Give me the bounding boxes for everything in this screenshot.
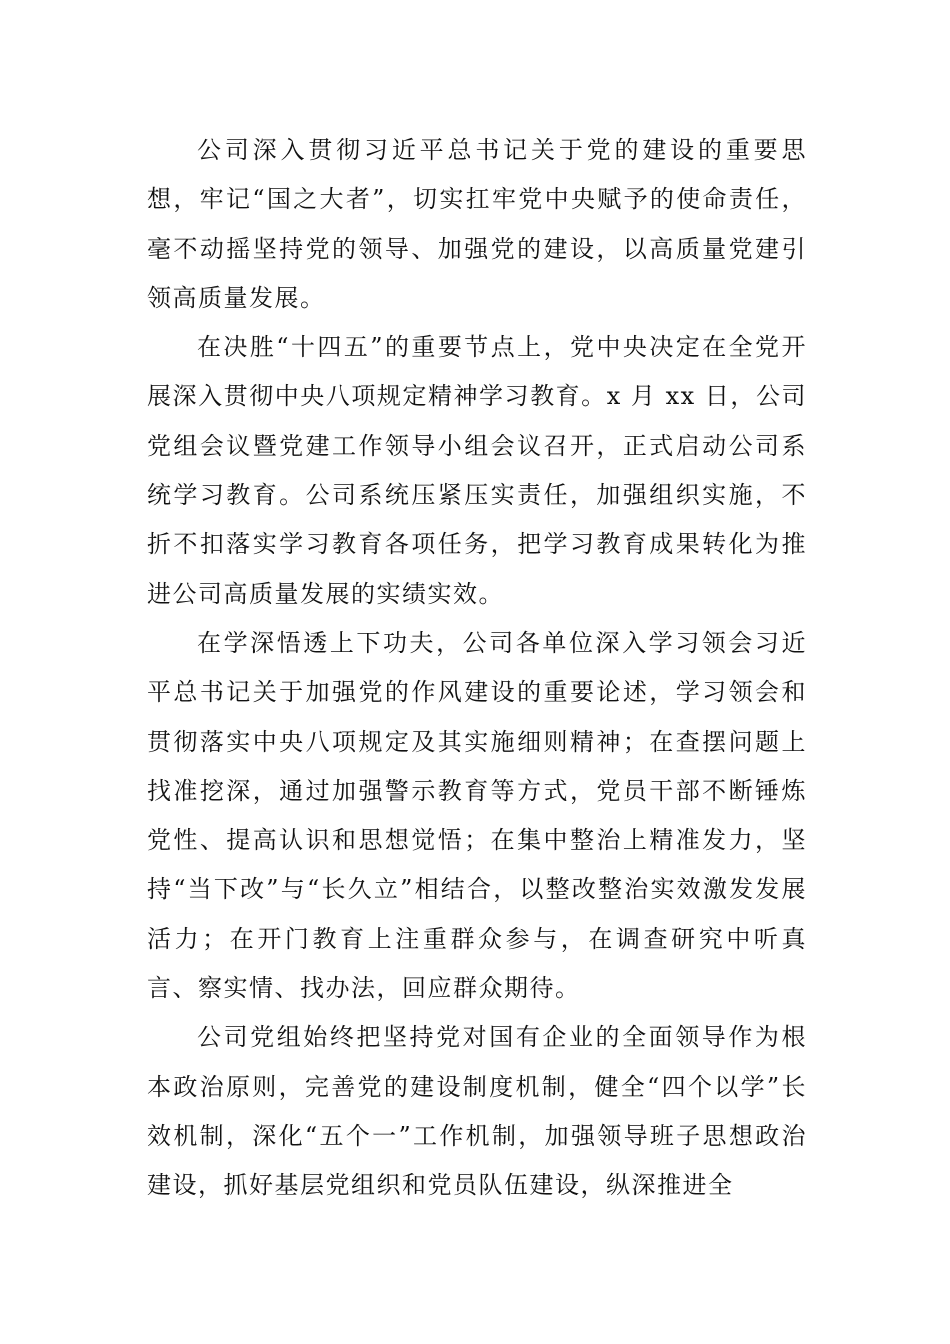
paragraph-2: 在决胜“十四五”的重要节点上，党中央决定在全党开展深入贯彻中央八项规定精神学习教育。x 月 xx 日，公司党组会议暨党建工作领导小组会议召开，正式启动公司系统学习教育。公司系统压紧压实责任，加强组织实施，不折不扣落实学习教育各项任务，把学习教育成果转化为推进公司高质量发展的实绩实效。 [147,333,807,608]
paragraph-3: 在学深悟透上下功夫，公司各单位深入学习领会习近平总书记关于加强党的作风建设的重要论述，学习领会和贯彻落实中央八项规定及其实施细则精神；在查摆问题上找准挖深，通过加强警示教育等方式，党员干部不断锤炼党性、提高认识和思想觉悟；在集中整治上精准发力，坚持“当下改”与“长久立”相结合，以整改整治实效激发发展活力；在开门教育上注重群众参与，在调查研究中听真言、察实情、找办法，回应群众期待。 [147,628,807,1003]
paragraph-4: 公司党组始终把坚持党对国有企业的全面领导作为根本政治原则，完善党的建设制度机制，健全“四个以学”长效机制，深化“五个一”工作机制，加强领导班子思想政治建设，抓好基层党组织和党员队伍建设，纵深推进全 [147,1023,807,1200]
paragraph-1: 公司深入贯彻习近平总书记关于党的建设的重要思想，牢记“国之大者”，切实扛牢党中央赋予的使命责任，毫不动摇坚持党的领导、加强党的建设，以高质量党建引领高质量发展。 [147,136,807,312]
document-body [147,126,807,1211]
